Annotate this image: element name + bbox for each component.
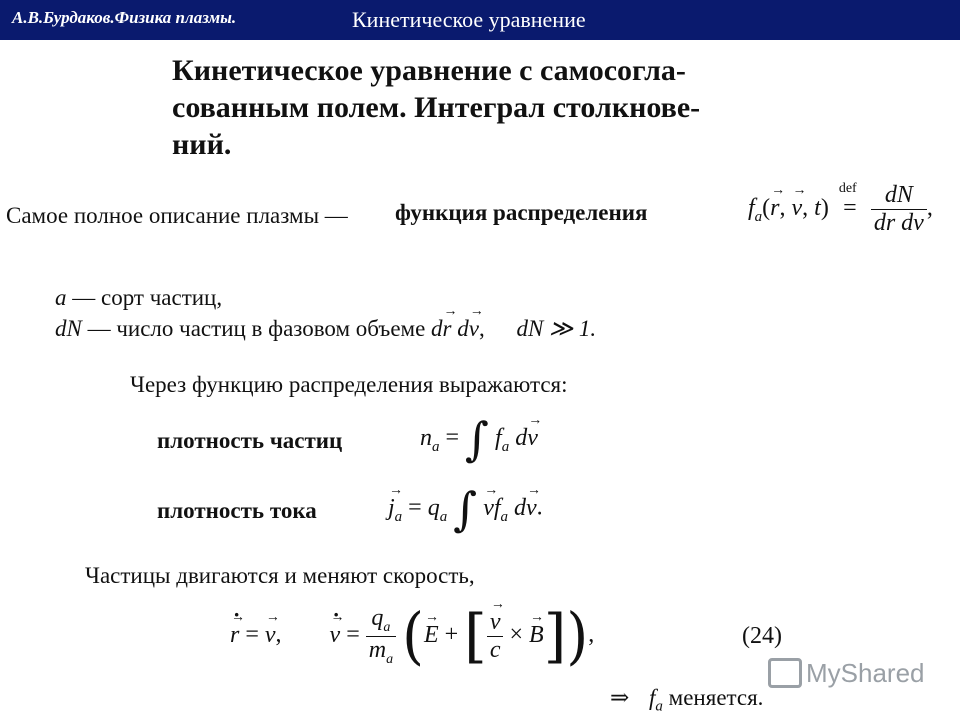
intro-text: Самое полное описание плазмы — — [6, 203, 348, 228]
author-label: А.В.Бурдаков.Физика плазмы. — [12, 8, 237, 27]
heading-line-3: ний. — [172, 128, 232, 161]
def-dN: dN — число частиц в фазовом объеме d→ r d→ v, dN ≫ 1. — [55, 316, 596, 342]
current-formula: → $j_a = q_a$ ∫ → $vf_a$ d→ v. — [388, 482, 543, 536]
watermark-icon — [768, 658, 802, 688]
motion-text: Частицы двигаются и меняют скорость, — [85, 563, 475, 588]
def-a: a — сорт частиц, — [55, 285, 223, 310]
conclusion: ⇒ $f_a$ меняется. — [610, 685, 764, 715]
slide-title: Кинетическое уравнение — [352, 7, 586, 32]
current-label: плотность тока — [157, 498, 317, 523]
heading-line-1: Кинетическое уравнение с самосогла- — [172, 54, 686, 87]
distribution-function-formula: $f_a(\to r$, → v, t) def = $\frac{dN}{\text{dr dv}}$ , — [748, 182, 933, 237]
equation-number: (24) — [742, 623, 782, 649]
heading-line-2: сованным полем. Интеграл столкнове- — [172, 91, 701, 124]
dN-fraction: $\frac{dN}{\text{dr dv}}$ — [871, 182, 927, 237]
density-label: плотность частиц — [157, 428, 343, 453]
intro-term: функция распределения — [395, 200, 648, 225]
motion-equations: · → r = → v, · → v = $\frac{q_a}{m_a}$ (→ E + [ → $\frac{v}{c}$ × → B]), — [230, 602, 594, 670]
section-heading — [172, 52, 812, 163]
watermark-logo: MyShared — [768, 658, 925, 690]
via-text: Через функцию распределения выражаются: — [130, 372, 568, 397]
header-bar — [0, 0, 960, 40]
density-formula: $n_a$ = ∫ $f_a$ d→ v — [420, 412, 538, 466]
def-label: def — [838, 181, 857, 197]
